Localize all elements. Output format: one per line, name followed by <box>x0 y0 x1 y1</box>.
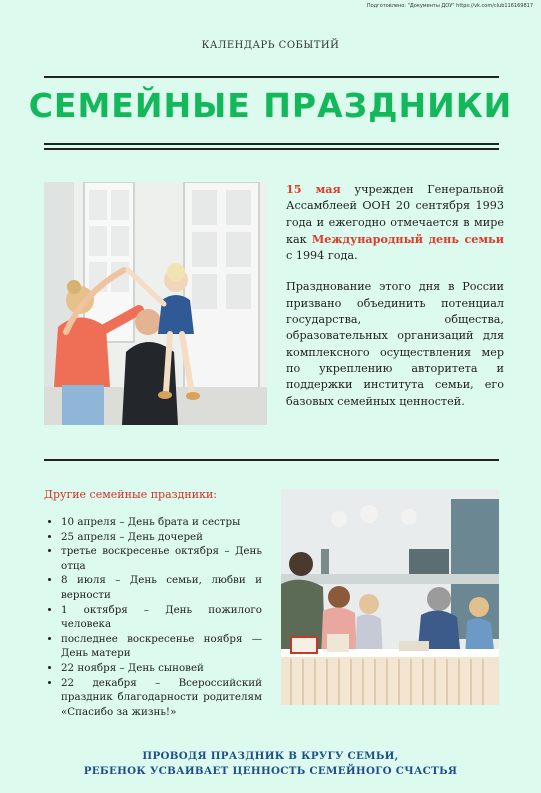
family-dancing-photo <box>44 182 267 425</box>
family-kitchen-photo <box>281 489 499 705</box>
list-item: • 22 ноября – День сыновей <box>61 661 262 676</box>
section-kicker: КАЛЕНДАРЬ СОБЫТИЙ <box>201 40 340 51</box>
other-holidays-list <box>44 515 262 719</box>
intro-text-part-2: с 1994 года. <box>286 249 358 263</box>
list-item: • 8 июля – День семьи, любви и верности <box>61 573 262 602</box>
credit-note: Подготовлено: "Документы ДОУ" https://vk.com/club116169817 <box>366 3 533 9</box>
intro-text <box>286 181 504 425</box>
list-item: • третье воскресенье октября – День отца <box>61 544 262 573</box>
intro-date: 15 мая <box>286 182 341 196</box>
title-top-rule <box>44 76 499 78</box>
footer-slogan <box>0 749 541 779</box>
list-item: • 25 апреля – День дочерей <box>61 530 262 545</box>
list-item: • 1 октября – День пожилого человека <box>61 603 262 632</box>
section-divider <box>44 459 499 461</box>
intro-text-part-1: учрежден Генеральной Ассамблеей ООН 20 сентября 1993 года и ежегодно отмечается в мире как <box>286 183 504 246</box>
list-item: • 22 декабря – Всероссийский праздник благодарности родителям «Спасибо за жизнь!» <box>61 676 262 720</box>
title-bottom-rule-1 <box>44 143 499 145</box>
intro-paragraph-2: Празднование этого дня в России призвано объединить потенциал государства, общества, образовательных организаций для комплексного осуществления мер по укреплению авторитета и поддержки института семьи, его базовых семейных ценностей. <box>286 280 504 408</box>
intro-holiday-name: Международный день семьи <box>311 231 504 246</box>
other-holidays-title: Другие семейные праздники: <box>44 488 217 501</box>
list-item: • 10 апреля – День брата и сестры <box>61 515 262 530</box>
page-title: СЕМЕЙНЫЕ ПРАЗДНИКИ <box>28 86 513 125</box>
footer-line-1: ПРОВОДЯ ПРАЗДНИК В КРУГУ СЕМЬИ, <box>142 750 399 762</box>
intro-paragraph-1 <box>286 181 504 264</box>
footer-line-2: РЕБЕНОК УСВАИВАЕТ ЦЕННОСТЬ СЕМЕЙНОГО СЧАСТЬЯ <box>83 765 458 777</box>
list-item: • последнее воскресенье ноября — День матери <box>61 632 262 661</box>
title-bottom-rule-2 <box>44 148 499 150</box>
